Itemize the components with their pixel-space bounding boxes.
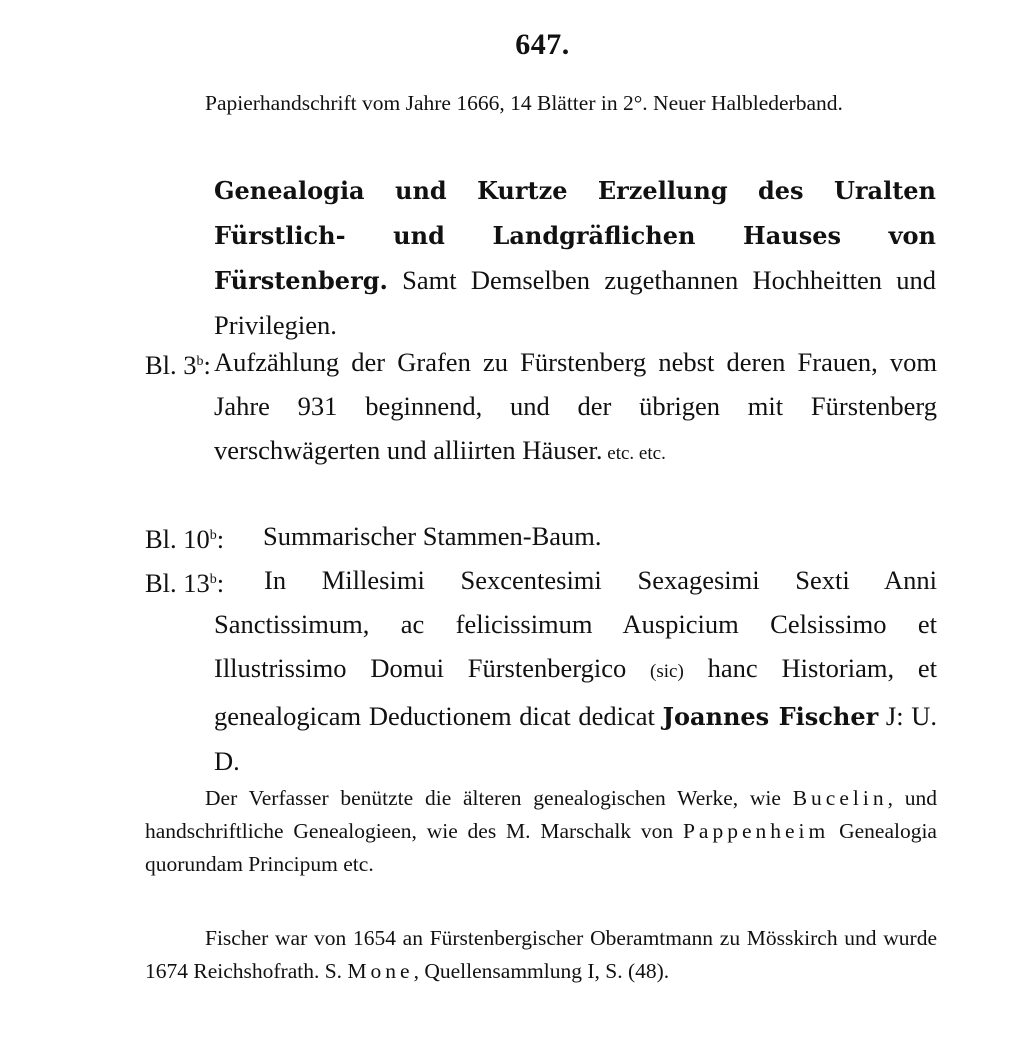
entry-ref: Bl. 10$^b$:: [145, 524, 225, 554]
author-note-paragraph: Der Verfasser benützte die älteren genealogischen Werke, wie Bucelin, und handschriftliche Genealogieen, wie des M. Marschalk von Pappenheim Genealogia quorundam Principum etc.: [145, 786, 937, 876]
name-pappenheim: Pappenheim: [682, 819, 830, 843]
fischer-note-paragraph: Fischer war von 1654 an Fürstenbergischer Oberamtmann zu Mösskirch und wurde 1674 Reichshofrath. S. Mone, Quellensammlung I, S. (48).: [145, 926, 937, 983]
entry-text: Aufzählung der Grafen zu Fürstenberg nebst deren Frauen, vom Jahre 931 beginnend, und der übrigen mit Fürstenberg verschwägerten und alliirten Häuser. etc. etc.: [214, 347, 937, 465]
entry-text: Summarischer Stammen-Baum.: [263, 521, 602, 551]
entry-text: In Millesimi Sexcentesimi Sexagesimi Sexti Anni Sanctissimum, ac felicissimum Auspicium Celsissimo et Illustrissimo Domui Fürstenbergico (sic) hanc Historiam, et genealogicam Deductionem dicat dedicat Joannes Fischer J: U. D.: [214, 565, 938, 776]
entry-bl-13b: [145, 558, 937, 783]
entry-bl-3b: [145, 340, 937, 476]
title-rest: Samt Demselben zugethannen Hochheitten und Privilegien.: [214, 265, 936, 340]
author-name: Joannes Fischer: [662, 702, 879, 731]
page-number: 647.: [515, 28, 570, 61]
name-mone: Mone: [347, 959, 414, 983]
title-bold: Genealogia und Kurtze Erzellung des Uralten Fürstlich- und Landgräflichen Hauses von Fürstenberg.: [214, 176, 936, 295]
name-bucelin: Bucelin: [792, 786, 888, 810]
intro-paragraph: Papierhandschrift vom Jahre 1666, 14 Blätter in 2°. Neuer Halblederband.: [205, 91, 843, 115]
entry-bl-10b: [145, 514, 937, 558]
entry-ref: Bl. 3$^b$:: [145, 350, 211, 380]
manuscript-title: [214, 168, 936, 347]
entry-ref: Bl. 13$^b$:: [145, 568, 225, 598]
